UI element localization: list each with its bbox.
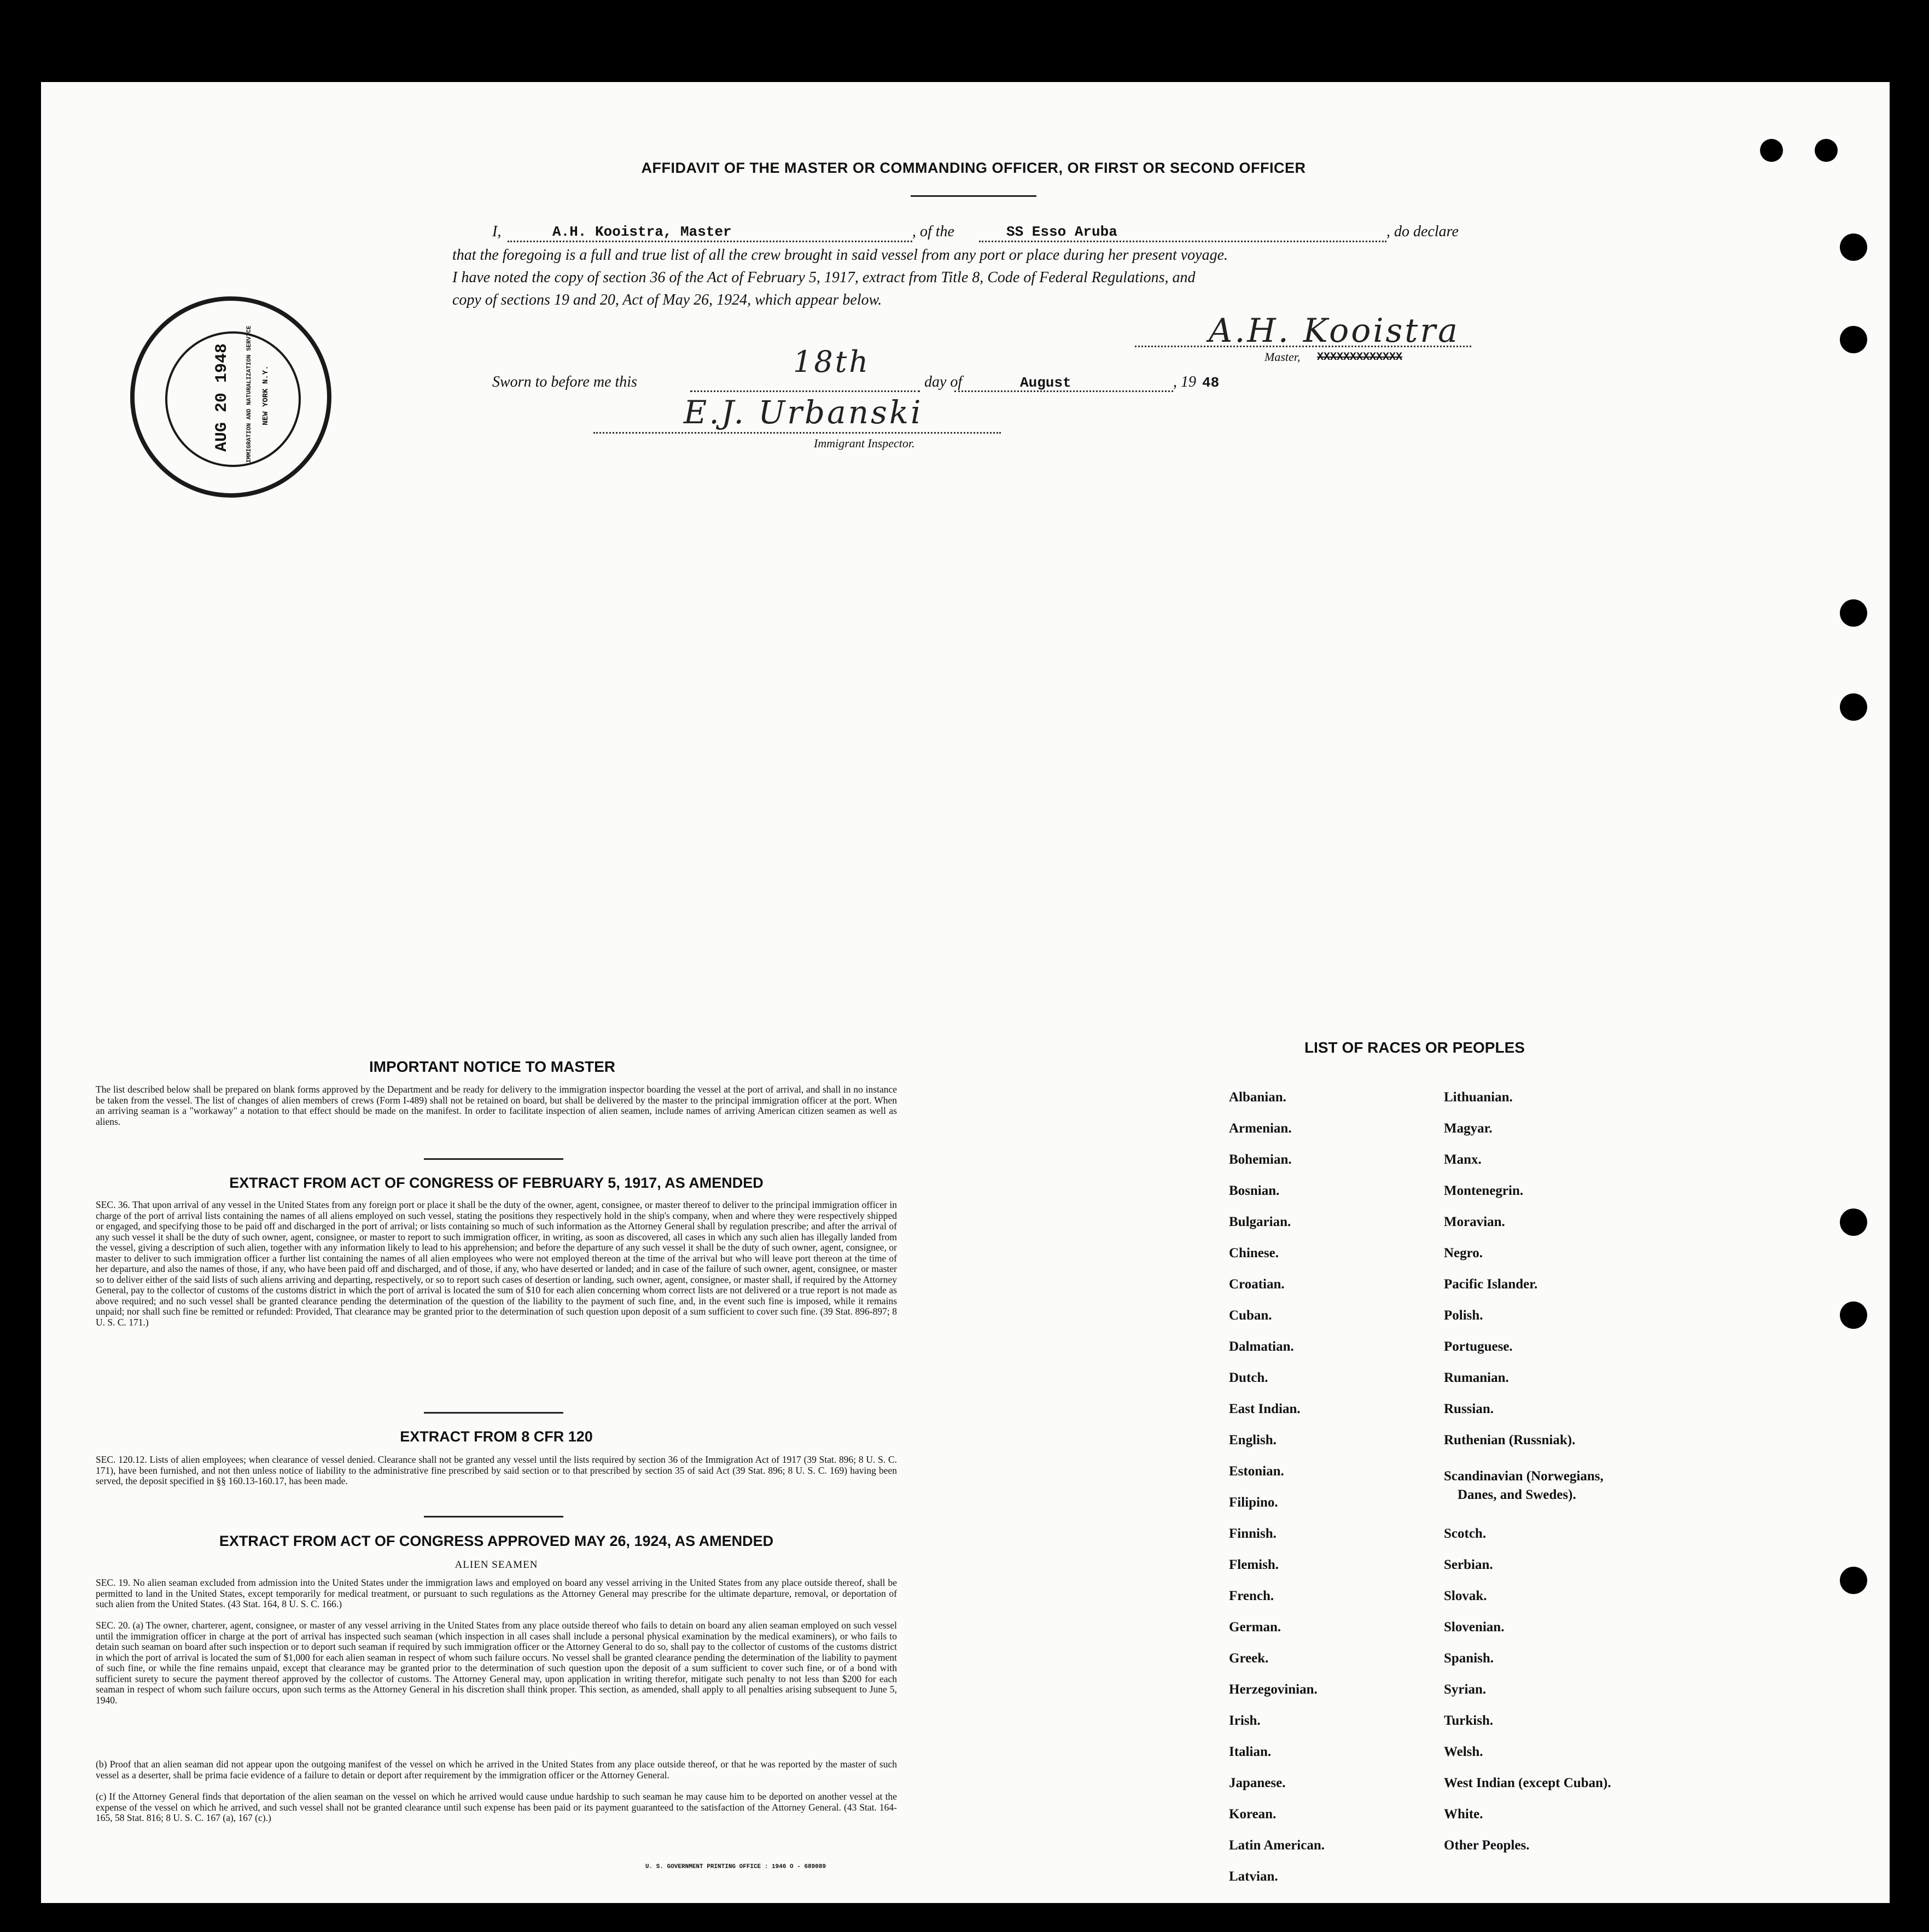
race-item: Magyar. [1444, 1121, 1493, 1136]
race-item: White. [1444, 1807, 1483, 1822]
alien-seamen-subtitle: ALIEN SEAMEN [454, 1559, 538, 1571]
race-item: Turkish. [1444, 1713, 1494, 1728]
race-item: Moravian. [1444, 1215, 1505, 1229]
race-item: Italian. [1229, 1744, 1272, 1759]
punch-hole [1815, 139, 1838, 162]
race-item: Danes, and Swedes). [1458, 1487, 1576, 1502]
race-item: Flemish. [1229, 1557, 1279, 1572]
race-item: Croatian. [1229, 1277, 1285, 1292]
race-item: French. [1229, 1589, 1274, 1603]
inspector-label: Immigrant Inspector. [814, 436, 915, 450]
inspector-signature: E.J. Urbanski [684, 394, 923, 431]
race-item: Armenian. [1229, 1121, 1292, 1136]
race-item: Negro. [1444, 1246, 1483, 1260]
race-item: Latvian. [1229, 1869, 1278, 1884]
race-item: Scandinavian (Norwegians, [1444, 1469, 1604, 1484]
declaration-line-3: I have noted the copy of section 36 of the Act of February 5, 1917, extract from Title 8, Code of Federal Regulations, and [452, 269, 1196, 286]
of-the-label: , of the [912, 223, 954, 240]
extract-1917-title: EXTRACT FROM ACT OF CONGRESS OF FEBRUARY 5, 1917, AS AMENDED [229, 1175, 764, 1191]
declaration-i: I, [492, 223, 502, 240]
race-item: Pacific Islander. [1444, 1277, 1538, 1292]
race-item: East Indian. [1229, 1402, 1301, 1416]
divider-rule [424, 1412, 563, 1414]
race-item: Irish. [1229, 1713, 1261, 1728]
punch-hole [1840, 1567, 1867, 1594]
race-item: Slovak. [1444, 1589, 1487, 1603]
affidavit-title: AFFIDAVIT OF THE MASTER OR COMMANDING OFFICER, OR FIRST OR SECOND OFFICER [641, 160, 1306, 176]
year: 48 [1202, 375, 1220, 391]
master-name: A.H. Kooistra, Master [552, 224, 732, 240]
inspector-line [593, 432, 1001, 434]
year-prefix: , 19 [1173, 373, 1196, 390]
divider-rule [424, 1158, 563, 1160]
race-item: Estonian. [1229, 1464, 1284, 1479]
punch-hole [1840, 693, 1867, 721]
race-item: Welsh. [1444, 1744, 1483, 1759]
day-of-label: day of [924, 373, 963, 390]
sec-20a: SEC. 20. (a) The owner, charterer, agent, consignee, or master of any vessel arriving in the United States from any place outside thereof who fails to detain on board any alien seaman employed on such vessel until the immigration officer in charge at the port of arrival has inspected such seaman (which inspection in all cases shall include a personal physical examination by the medical examiners), or who fails to detain such seaman on board after such inspection or to deport such seaman if required by such immigration officer or the Attorney General to do so, shall pay to the collector of customs of the customs district in which the port of arrival is located the sum of $1,000 for each alien seaman in respect of whom such failure occurs. No vessel shall be granted clearance pending the determination of the liability to payment of such fine, or while the fine remains unpaid, except that clearance may be granted prior to the determination of such question upon the deposit of a sum sufficient to cover such fine, or of a bond with sufficient surety to secure the payment thereof approved by the collector of customs. The Attorney General may, upon application in writing therefor, mitigate such penalty to not less than $200 for each seaman in respect of whom such failure occurs, upon such terms as the Attorney General in his discretion shall think proper. This section, as amended, shall apply to all penalties arising subsequent to June 5, 1940. [96, 1620, 897, 1706]
race-item: Dalmatian. [1229, 1339, 1294, 1354]
race-item: Greek. [1229, 1651, 1269, 1666]
notice-body: The list described below shall be prepared on blank forms approved by the Department and be ready for delivery to the immigration inspector boarding the vessel at the port of arrival, and shall in no instance be taken from the vessel. The list of changes of alien members of crews (Form I-489) shall not be retained on board, but shall be delivered by the master to the principal immigration officer at the port. When an arriving seaman is a "workaway" a notation to that effect should be made on the manifest. In order to facilitate inspection of alien seamen, include names of arriving American citizen seamen as well as aliens. [96, 1084, 897, 1127]
race-item: Filipino. [1229, 1495, 1278, 1510]
race-item: West Indian (except Cuban). [1444, 1776, 1611, 1790]
race-item: Lithuanian. [1444, 1090, 1513, 1105]
extract-cfr-body: SEC. 120.12. Lists of alien employees; when clearance of vessel denied. Clearance shall not be granted any vessel until the lists required by section 36 of the Immigration Act of 1917 (39 Stat. 896; 8 U. S. C. 171), have been furnished, and not then unless notice of liability to the administrative fine prescribed by said section or to that prescribed by section 35 of said Act (39 Stat. 896; 8 U. S. C. 169) having been served, the deposit specified in §§ 160.13-160.17, has been made. [96, 1454, 897, 1486]
stamp-inner-ring [165, 331, 301, 467]
sec-19: SEC. 19. No alien seaman excluded from admission into the United States under the immigration laws and employed on board any vessel arriving in the United States from any place outside thereof, shall be permitted to land in the United States, except temporarily for medical treatment, or pursuant to such regulations as the Attorney General may prescribe for the ultimate departure, removal, or deportation of such alien from the United States. (43 Stat. 164, 8 U. S. C. 166.) [96, 1577, 897, 1609]
race-item: Montenegrin. [1444, 1183, 1524, 1198]
race-item: Herzegovinian. [1229, 1682, 1318, 1697]
declaration-line-4: copy of sections 19 and 20, Act of May 26, 1924, which appear below. [452, 291, 882, 308]
extract-1917-body: SEC. 36. That upon arrival of any vessel in the United States from any foreign port or place it shall be the duty of the owner, agent, consignee, or master thereof to deliver to the principal immigration officer in charge of the port of arrival lists containing the names of all aliens employed on such vessel, stating the positions they respectively hold in the ship's company, when and where they were respectively shipped or engaged, and specifying those to be paid off and discharged in the port of arrival; or lists containing so much of such information as the Attorney General shall by regulation prescribe; and after the arrival of any such vessel it shall be the duty of such owner, agent, consignee, or master to report to such immigration officer, in writing, as soon as discovered, all cases in which any such alien has illegally landed from the vessel, giving a description of such alien, together with any information likely to lead to his apprehension; and before the departure of any such vessel it shall be the duty of such owner, agent, consignee, or master to deliver to such immigration officer a further list containing the names of all alien employees who were not employed thereon at the time of the arrival but who will leave port thereon at the time of her departure, and also the names of those, if any, who have been paid off and discharged, and of those, if any, who have deserted or landed; and in case of the failure of such owner, agent, consignee, or master so to deliver either of the said lists of such aliens arriving and departing, respectively, or so to report such cases of desertion or landing, such owner, agent, consignee, or master shall, if required by the Attorney General, pay to the collector of customs of the customs district in which the port of arrival is located the sum of $10 for each alien concerning whom correct lists are not delivered or a true report is not made as above required; and no such vessel shall be granted clearance pending the determination of the question of the liability to the payment of such fine, and, in the event such fine is imposed, while it remains unpaid; nor shall such fine be remitted or refunded: Provided, That clearance may be granted prior to the determination of such question upon deposit of a sum sufficient to cover such fine. (39 Stat. 896-897; 8 U. S. C. 171.) [96, 1199, 897, 1328]
race-item: Other Peoples. [1444, 1838, 1530, 1853]
declaration-line-2: that the foregoing is a full and true list of all the crew brought in said vessel from any port or place during her present voyage. [452, 247, 1228, 264]
race-item: Korean. [1229, 1807, 1277, 1822]
race-item: Bulgarian. [1229, 1215, 1291, 1229]
title-rule [911, 195, 1036, 197]
race-item: Bosnian. [1229, 1183, 1280, 1198]
race-item: Rumanian. [1444, 1370, 1509, 1385]
race-item: Scotch. [1444, 1526, 1487, 1541]
race-item: Chinese. [1229, 1246, 1279, 1260]
race-item: Latin American. [1229, 1838, 1325, 1853]
race-item: Slovenian. [1444, 1620, 1505, 1635]
punch-hole [1840, 326, 1867, 353]
punch-hole [1840, 1301, 1867, 1329]
sworn-label: Sworn to before me this [492, 373, 637, 390]
race-item: Japanese. [1229, 1776, 1286, 1790]
race-item: Ruthenian (Russniak). [1444, 1433, 1576, 1447]
race-item: Polish. [1444, 1308, 1483, 1323]
master-struck-title: XXXXXXXXXXXXX [1317, 351, 1403, 364]
stamp-date: AUG 20 1948 [213, 343, 231, 452]
stamp-place: NEW YORK N.Y. [261, 365, 270, 425]
race-item: Dutch. [1229, 1370, 1268, 1385]
master-signature-line [1135, 346, 1471, 347]
punch-hole [1840, 1209, 1867, 1236]
master-label: Master, [1264, 350, 1301, 364]
stamp-agency: IMMIGRATION AND NATURALIZATION SERVICE [246, 325, 253, 463]
race-item: Serbian. [1444, 1557, 1493, 1572]
vessel-name: SS Esso Aruba [1006, 224, 1117, 240]
race-item: Bohemian. [1229, 1152, 1292, 1167]
punch-hole [1840, 234, 1867, 261]
race-item: Cuban. [1229, 1308, 1272, 1323]
extract-cfr-title: EXTRACT FROM 8 CFR 120 [400, 1428, 593, 1445]
master-name-line [508, 241, 912, 242]
sec-20c: (c) If the Attorney General finds that deportation of the alien seaman on the vessel on which he arrived would cause undue hardship to such seaman he may cause him to be deported on another vessel at the expense of the vessel on which he arrived, and such vessel shall not be granted clearance until such expense has been paid or its payment guaranteed to the satisfaction of the Attorney General. (43 Stat. 164-165, 58 Stat. 816; 8 U. S. C. 167 (a), 167 (c).) [96, 1791, 897, 1823]
master-signature: A.H. Kooistra [1209, 312, 1460, 350]
day-line [690, 390, 920, 392]
race-item: Spanish. [1444, 1651, 1494, 1666]
extract-1924-title: EXTRACT FROM ACT OF CONGRESS APPROVED MAY 26, 1924, AS AMENDED [219, 1533, 774, 1549]
vessel-line [979, 241, 1386, 242]
race-item: German. [1229, 1620, 1281, 1635]
sec-20b: (b) Proof that an alien seaman did not appear upon the outgoing manifest of the vessel on which he arrived in the United States from any place outside thereof, or that he was reported by the master of such vessel as a deserter, shall be prima facie evidence of a failure to detain or deport after requirement by the immigration officer or the Attorney General. [96, 1759, 897, 1781]
divider-rule [424, 1516, 563, 1517]
notice-title: IMPORTANT NOTICE TO MASTER [369, 1058, 616, 1075]
race-item: Syrian. [1444, 1682, 1487, 1697]
gpo-imprint: U. S. GOVERNMENT PRINTING OFFICE : 1946 O - 689089 [645, 1864, 826, 1870]
punch-hole [1760, 139, 1783, 162]
race-item: Manx. [1444, 1152, 1482, 1167]
race-item: Finnish. [1229, 1526, 1277, 1541]
races-title: LIST OF RACES OR PEOPLES [1304, 1039, 1525, 1056]
race-item: Portuguese. [1444, 1339, 1513, 1354]
race-item: Albanian. [1229, 1090, 1286, 1105]
do-declare-label: , do declare [1386, 223, 1459, 240]
arrival-date-stamp [130, 296, 331, 498]
punch-hole [1840, 599, 1867, 627]
race-item: Russian. [1444, 1402, 1494, 1416]
month: August [1020, 375, 1071, 391]
day-handwritten: 18th [793, 345, 871, 379]
race-item: English. [1229, 1433, 1277, 1447]
